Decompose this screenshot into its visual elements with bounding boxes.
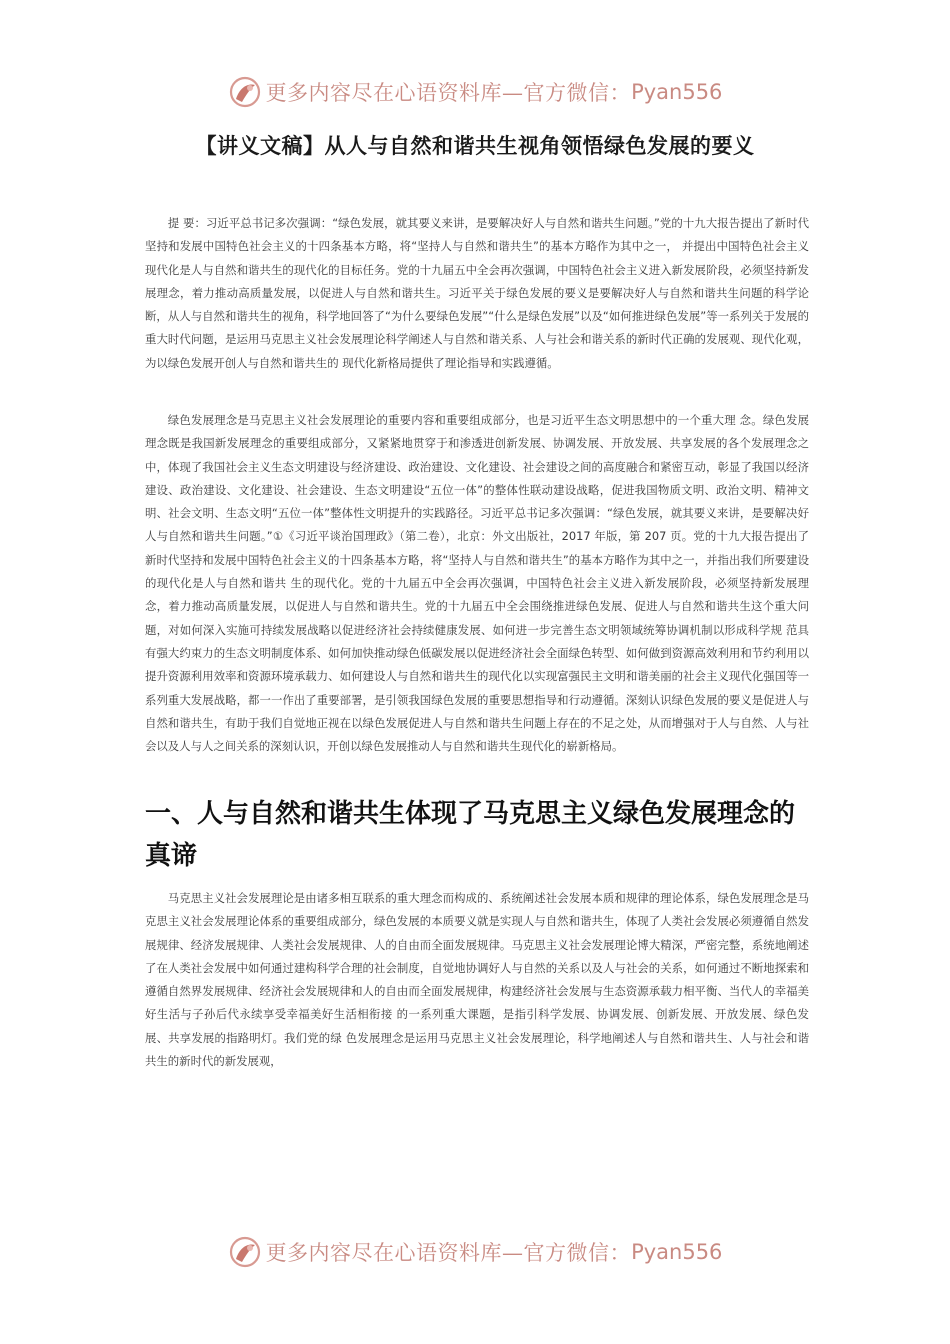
header-watermark [0, 72, 950, 112]
watermark-account: Pyan556 [631, 1240, 723, 1264]
logo-icon [228, 75, 262, 109]
watermark-text: 更多内容尽在心语资料库—官方微信： [265, 1241, 632, 1265]
abstract-paragraph: 提 要：习近平总书记多次强调：“绿色发展，就其要义来讲，是要解决好人与自然和谐共生问题。”党的十九大报告提出了新时代坚持和发展中国特色社会主义的十四条基本方略，将“坚持人与自然和谐共生”的基本方略作为其中之一， 并提出中国特色社会主义现代化是人与自然和谐共生的现代化的目标任务。党的十九届五中全会再次强调，中国特色社会主义进入新发展阶段，必须坚持新发展理念，着力推动高质量发展，以促进人与自然和谐共生。习近平关于绿色发展的要义是要解决好人与自然和谐共生问题的科学论断，从人与自然和谐共生的视角，科学地回答了“为什么要绿色发展”“什么是绿色发展”以及“如何推进绿色发展”等一系列关于发展的重大时代问题，是运用马克思主义社会发展理论科学阐述人与自然和谐关系、人与社会和谐关系的新时代正确的发展观、现代化观，为以绿色发展开创人与自然和谐共生的 现代化新格局提供了理论指导和实践遵循。 [145, 216, 809, 370]
footer-watermark [0, 1232, 950, 1272]
body-paragraph-2: 马克思主义社会发展理论是由诸多相互联系的重大理念而构成的、系统阐述社会发展本质和规律的理论体系，绿色发展理念是马克思主义社会发展理论体系的重要组成部分，绿色发展的本质要义就是实现人与自然和谐共生，体现了人类社会发展必须遵循自然发展规律、经济发展规律、人类社会发展规律、人的自由而全面发展规律。马克思主义社会发展理论博大精深，严密完整，系统地阐述了在人类社会发展中如何通过建构科学合理的社会制度，自觉地协调好人与自然的关系以及人与社会的关系，如何通过不断地探索和遵循自然界发展规律、经济社会发展规律和人的自由而全面发展规律，构建经济社会发展与生态资源承载力相平衡、当代人的幸福美好生活与子孙后代永续享受幸福美好生活相衔接 的一系列重大课题，是指引科学发展、协调发展、创新发展、开放发展、绿色发展、共享发展的指路明灯。我们党的绿 色发展理念是运用马克思主义社会发展理论，科学地阐述人与自然和谐共生、人与社会和谐共生的新时代的新发展观， [145, 891, 809, 1069]
logo-icon [228, 1235, 262, 1269]
body-paragraph-1: 绿色发展理念是马克思主义社会发展理论的重要内容和重要组成部分，也是习近平生态文明思想中的一个重大理 念。绿色发展理念既是我国新发展理念的重要组成部分，又紧紧地贯穿于和渗透进创新发展、协调发展、开放发展、共享发展的各个发展理念之中，体现了我国社会主义生态文明建设与经济建设、政治建设、文化建设、社会建设之间的高度融合和紧密互动，彰显了我国以经济建设、政治建设、文化建设、社会建设、生态文明建设“五位一体”的整体性联动建设战略，促进我国物质文明、政治文明、精神文明、社会文明、生态文明“五位一体”整体性文明提升的实践路径。习近平总书记多次强调：“绿色发展，就其要义来讲，是要解决好人与自然和谐共生问题。”①《习近平谈治国理政》（第二卷），北京：外文出版社，2017 年版，第 207 页。党的十九大报告提出了新时代坚持和发展中国特色社会主义的十四条基本方略，将“坚持人与自然和谐共生”的基本方略作为其中之一，并指出我们所要建设的现代化是人与自然和谐共 生的现代化。党的十九届五中全会再次强调，中国特色社会主义进入新发展阶段，必须坚持新发展理念，着力推动高质量发展，以促进人与自然和谐共生。党的十九届五中全会围绕推进绿色发展、促进人与自然和谐共生这个重大问题，对如何深入实施可持续发展战略以促进经济社会持续健康发展、如何进一步完善生态文明领域统筹协调机制以形成科学规 范具有强大约束力的生态文明制度体系、如何加快推动绿色低碳发展以促进经济社会全面绿色转型、如何做到资源高效利用和节约利用以提升资源利用效率和资源环境承载力、如何建设人与自然和谐共生的现代化以实现富强民主文明和谐美丽的社会主义现代化强国等一系列重大发展战略，都一一作出了重要部署，是引领我国绿色发展的重要思想指导和行动遵循。深刻认识绿色发展的要义是促进人与自然和谐共生，有助于我们自觉地正视在以绿色发展促进人与自然和谐共生问题上存在的不足之处，从而增强对于人与自然、人与社会以及人与人之间关系的深刻认识，开创以绿色发展推动人与自然和谐共生现代化的崭新格局。 [145, 413, 809, 754]
watermark-text: 更多内容尽在心语资料库—官方微信： [265, 81, 632, 105]
document-title: 【讲义文稿】从人与自然和谐共生视角领悟绿色发展的要义 [195, 134, 755, 158]
watermark-account: Pyan556 [631, 80, 723, 104]
section-heading: 一、人与自然和谐共生体现了马克思主义绿色发展理念的真谛 [145, 799, 796, 871]
